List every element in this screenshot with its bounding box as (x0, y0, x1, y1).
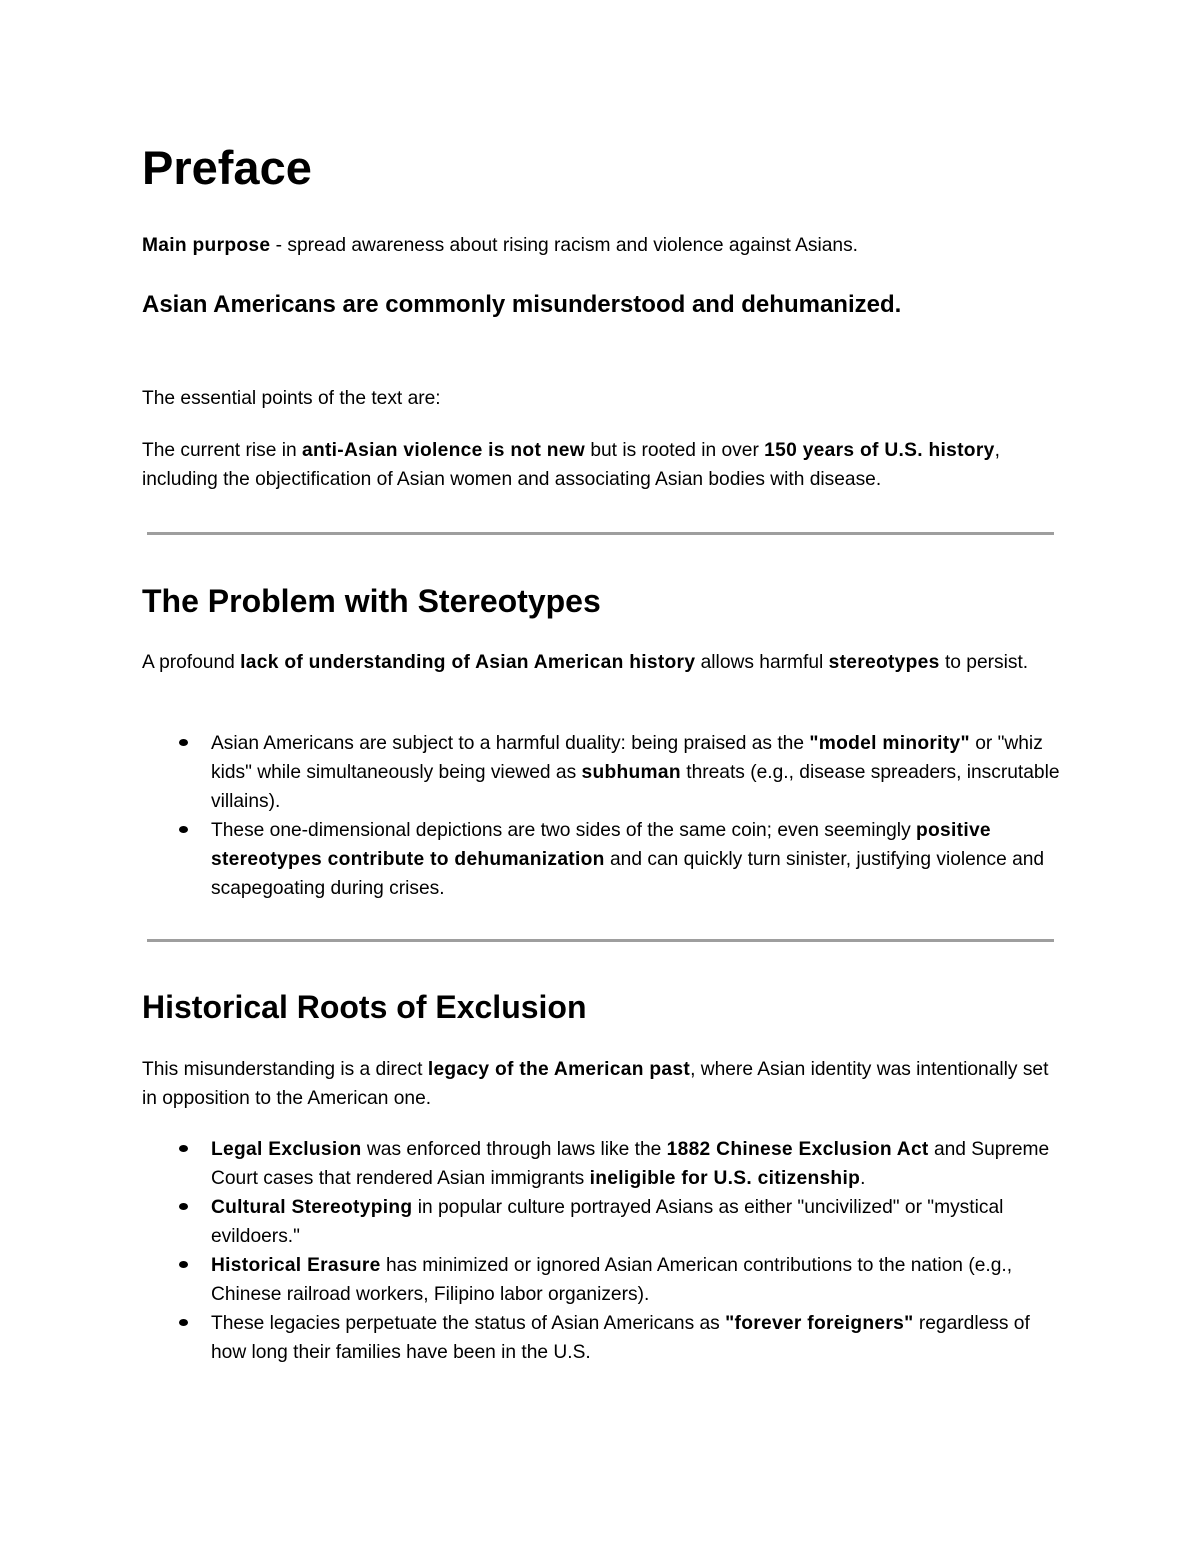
stereotypes-bullet-list (142, 729, 1062, 903)
list-item (142, 1193, 1062, 1251)
text-run: regardless of how long their families have been in the U.S. (211, 1313, 1030, 1363)
list-item (142, 1309, 1062, 1367)
essential-point-paragraph (142, 436, 1062, 494)
stereotypes-intro (142, 648, 1062, 677)
text-run: allows harmful (695, 652, 829, 673)
bullet-icon (179, 1203, 188, 1210)
text-run: , where Asian identity was intentionally set in opposition to the American one. (142, 1059, 1049, 1109)
text-run: and can quickly turn sinister, justifying violence and scapegoating during crises. (211, 849, 1045, 899)
text-run: This misunderstanding is a direct (142, 1059, 428, 1080)
bold-run: 150 years of U.S. history (764, 440, 995, 461)
bold-run: Legal Exclusion (211, 1139, 362, 1160)
text-run: and Supreme Court cases that rendered Asian immigrants (211, 1139, 1050, 1189)
text-run: has minimized or ignored Asian American contributions to the nation (e.g., Chinese railroad workers, Filipino labor organizers). (211, 1255, 1013, 1305)
main-purpose-paragraph (142, 231, 1062, 260)
bullet-icon (179, 1145, 188, 1152)
text-run: to persist. (939, 652, 1029, 673)
bold-run: Cultural Stereotyping (211, 1197, 413, 1218)
text-run: or "whiz kids" while simultaneously being viewed as (211, 733, 1043, 783)
bullet-icon (179, 1261, 188, 1268)
bullet-icon (179, 826, 188, 833)
bold-run: subhuman (581, 762, 681, 783)
history-heading: Historical Roots of Exclusion (142, 989, 587, 1025)
main-purpose-label: Main purpose (142, 235, 271, 256)
preface-subheading: Asian Americans are commonly misunderstood and dehumanized. (142, 291, 902, 318)
bold-run: Historical Erasure (211, 1255, 381, 1276)
bold-run: anti-Asian violence is not new (301, 440, 585, 461)
bold-run: lack of understanding of Asian American history (240, 652, 696, 673)
list-item (142, 1135, 1062, 1193)
bullet-icon (179, 1319, 188, 1326)
text-run: The current rise in (142, 440, 302, 461)
essential-points-intro: The essential points of the text are: (142, 388, 441, 409)
bold-run: 1882 Chinese Exclusion Act (666, 1139, 929, 1160)
text-run: threats (e.g., disease spreaders, inscrutable villains). (211, 762, 1060, 812)
text-run: was enforced through laws like the (361, 1139, 667, 1160)
text-run: A profound (142, 652, 241, 673)
bold-run: stereotypes (828, 652, 940, 673)
bold-run: ineligible for U.S. citizenship (589, 1168, 861, 1189)
main-purpose-text: - spread awareness about rising racism and violence against Asians. (270, 235, 858, 256)
text-run: These legacies perpetuate the status of Asian Americans as (211, 1313, 726, 1334)
bold-run: legacy of the American past (427, 1059, 691, 1080)
list-item (142, 1251, 1062, 1309)
text-run: in popular culture portrayed Asians as either "uncivilized" or "mystical evildoers." (211, 1197, 1004, 1247)
bold-run: "forever foreigners" (725, 1313, 914, 1334)
list-item (142, 729, 1062, 816)
bullet-icon (179, 739, 188, 746)
text-run: . (860, 1168, 866, 1189)
text-run: Asian Americans are subject to a harmful duality: being praised as the (211, 733, 810, 754)
bold-run: positive stereotypes contribute to dehumanization (211, 820, 991, 870)
text-run: These one-dimensional depictions are two sides of the same coin; even seemingly (211, 820, 916, 841)
section-divider (147, 532, 1054, 535)
preface-title: Preface (142, 141, 312, 194)
history-bullet-list (142, 1135, 1062, 1367)
list-item (142, 816, 1062, 903)
text-run: but is rooted in over (584, 440, 765, 461)
history-intro (142, 1055, 1062, 1113)
bold-run: "model minority" (809, 733, 970, 754)
text-run: , including the objectification of Asian women and associating Asian bodies with disease. (142, 440, 1000, 490)
section-divider (147, 939, 1054, 942)
stereotypes-heading: The Problem with Stereotypes (142, 583, 601, 619)
